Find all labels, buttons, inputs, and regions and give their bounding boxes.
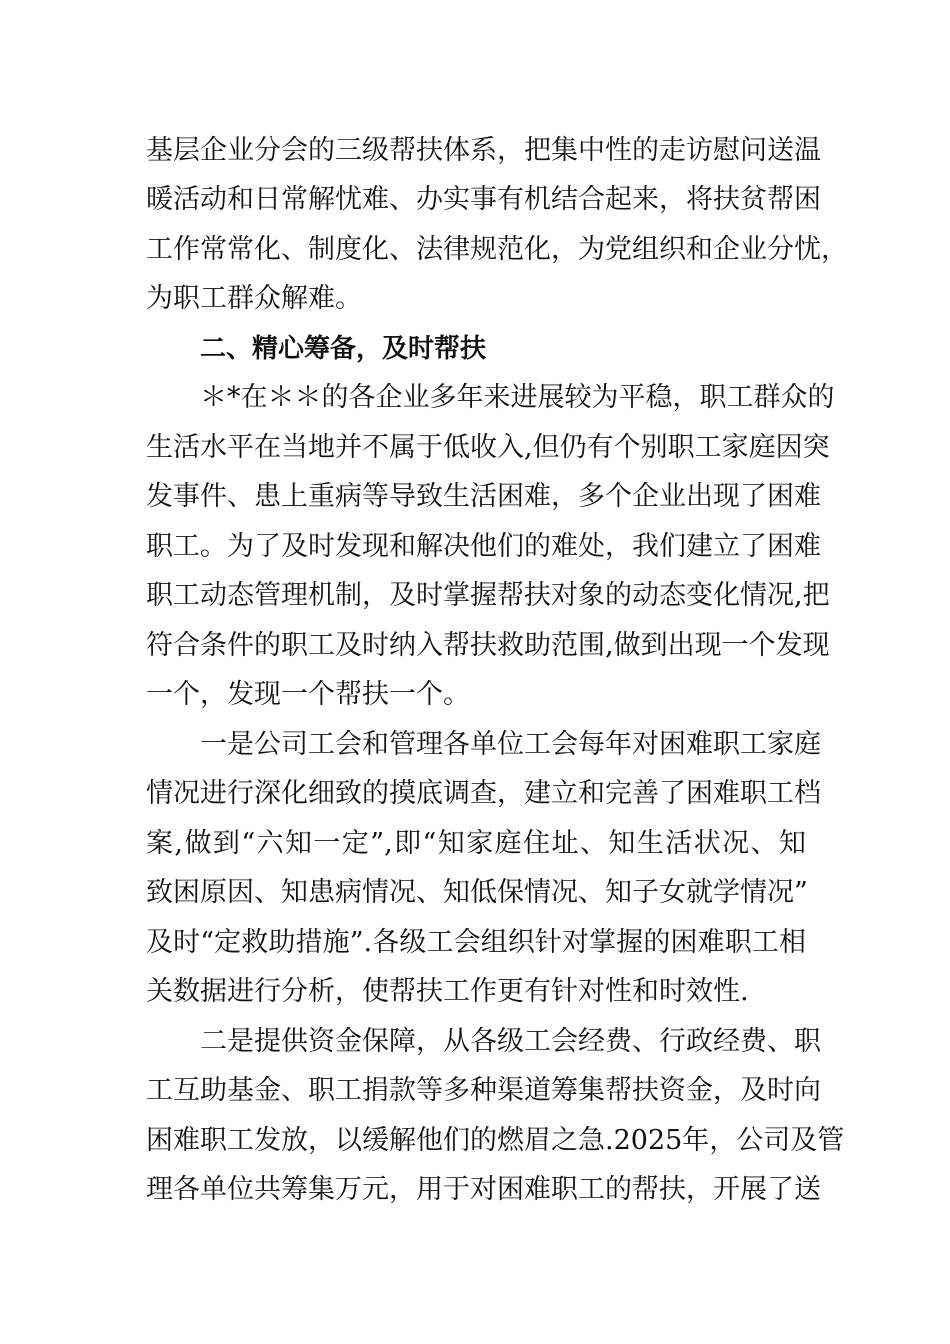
paragraph-1-line-4: 为职工群众解难。 [146, 283, 362, 314]
paragraph-4-line-4: 理各单位共筹集万元，用于对困难职工的帮扶，开展了送 [146, 1174, 821, 1205]
paragraph-1-line-3: 工作常常化、制度化、法律规范化，为党组织和企业分忧， [146, 234, 848, 265]
paragraph-1-line-2: 暖活动和日常解忧难、办实事有机结合起来，将扶贫帮困 [146, 184, 821, 215]
paragraph-3-line-1: 一是公司工会和管理各单位工会每年对困难职工家庭 [200, 729, 821, 760]
paragraph-2-line-6: 符合条件的职工及时纳入帮扶救助范围,做到出现一个发现 [146, 630, 830, 661]
paragraph-2-line-5: 职工动态管理机制，及时掌握帮扶对象的动态变化情况,把 [146, 580, 830, 611]
paragraph-2-line-3: 发事件、患上重病等导致生活困难，多个企业出现了困难 [146, 481, 821, 512]
paragraph-4-line-1: 二是提供资金保障，从各级工会经费、行政经费、职 [200, 1026, 821, 1057]
paragraph-2-line-2: 生活水平在当地并不属于低收入,但仍有个别职工家庭因突 [146, 432, 830, 463]
paragraph-3-line-3: 案,做到“六知一定”,即“知家庭住址、知生活状况、知 [146, 828, 806, 859]
section-heading: 二、精心筹备，及时帮扶 [200, 334, 487, 364]
paragraph-3-line-4: 致困原因、知患病情况、知低保情况、知子女就学情况” [146, 877, 808, 908]
paragraph-4-line-3: 困难职工发放，以缓解他们的燃眉之急.2025年，公司及管 [146, 1125, 845, 1156]
paragraph-1-line-1: 基层企业分会的三级帮扶体系，把集中性的走访慰问送温 [146, 135, 821, 166]
paragraph-2-line-7: 一个，发现一个帮扶一个。 [146, 679, 470, 710]
paragraph-2-line-1: ＊*在＊＊的各企业多年来进展较为平稳，职工群众的 [200, 382, 835, 413]
paragraph-4-line-2: 工互助基金、职工捐款等多种渠道筹集帮扶资金，及时向 [146, 1075, 821, 1106]
paragraph-3-line-6: 关数据进行分析，使帮扶工作更有针对性和时效性. [146, 976, 749, 1007]
paragraph-3-line-5: 及时“定救助措施”.各级工会组织针对掌握的困难职工相 [146, 927, 806, 958]
paragraph-2-line-4: 职工。为了及时发现和解决他们的难处，我们建立了困难 [146, 531, 821, 562]
paragraph-3-line-2: 情况进行深化细致的摸底调查，建立和完善了困难职工档 [146, 778, 821, 809]
